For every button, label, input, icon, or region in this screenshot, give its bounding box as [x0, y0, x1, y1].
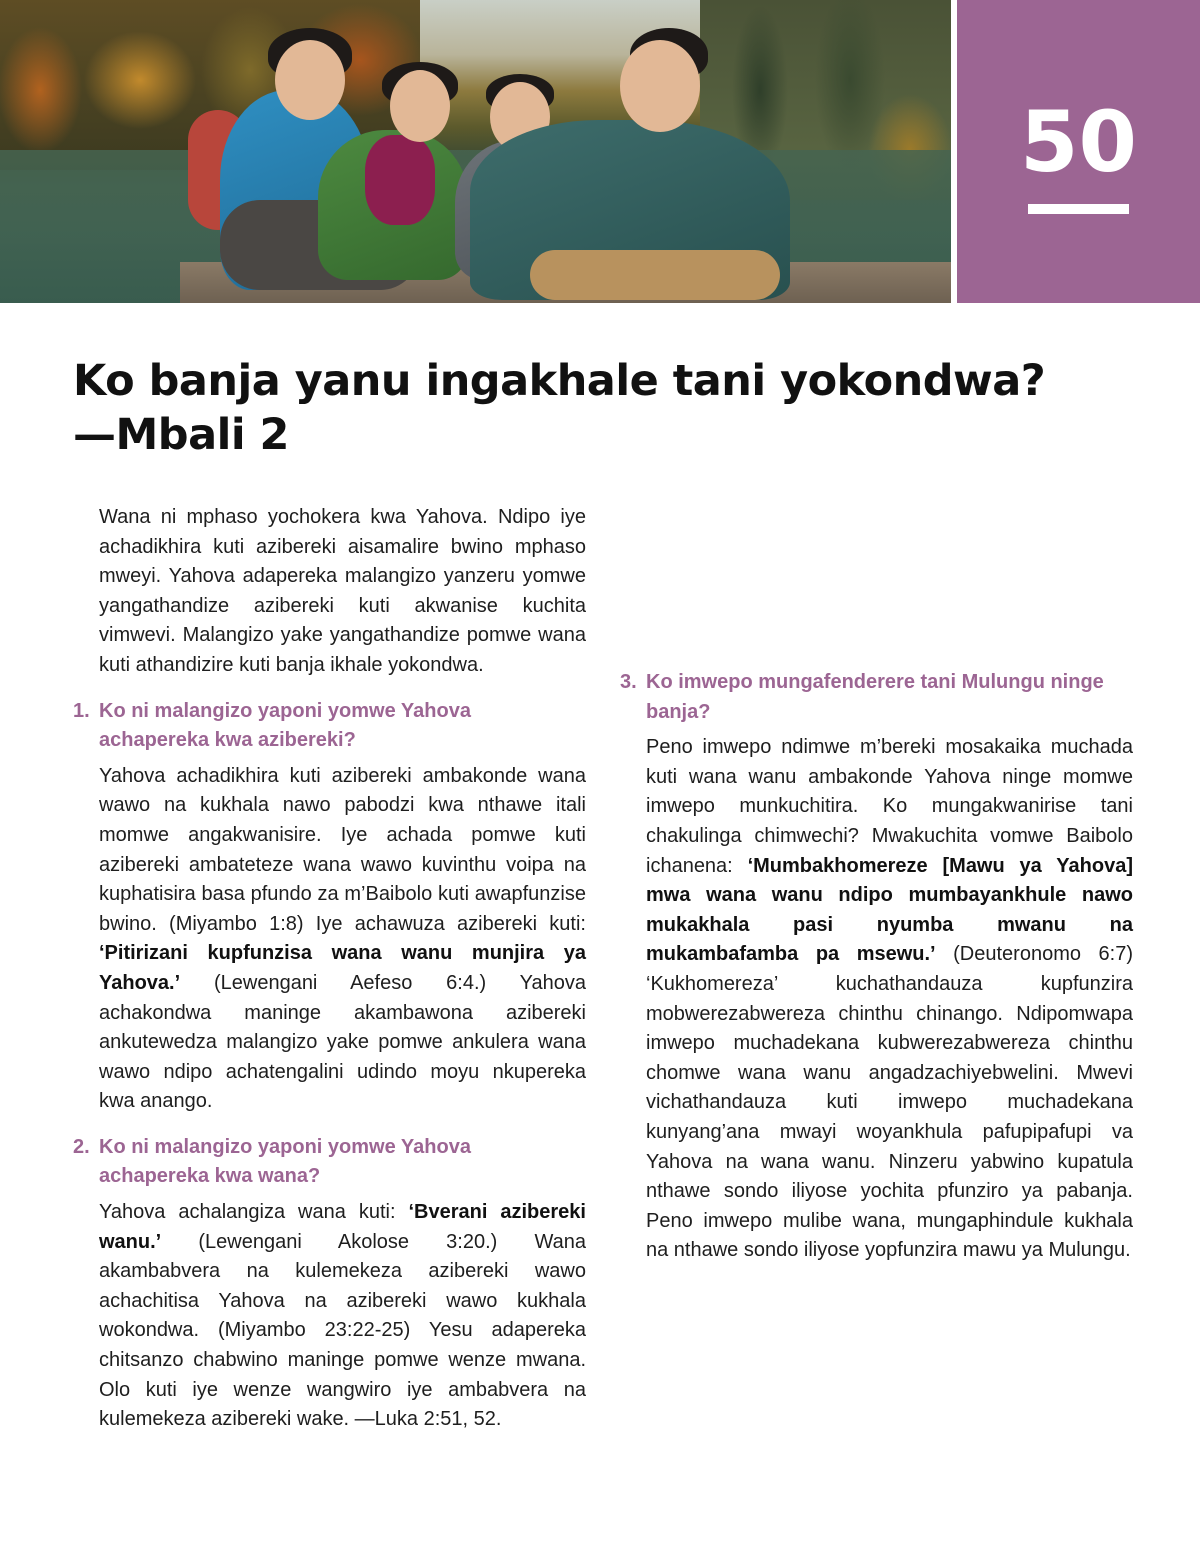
page-title: [73, 354, 1153, 462]
question-2-text: Ko ni malangizo yaponi yomwe Yahova achapereka kwa wana?: [99, 1135, 471, 1188]
page-title-line2: —Mbali 2: [73, 410, 289, 460]
mother-head: [275, 40, 345, 120]
daughter-head: [390, 70, 450, 142]
daughter-sweater: [365, 135, 435, 225]
question-1: [73, 697, 586, 756]
page-title-line1: Ko banja yanu ingakhale tani yokondwa?: [73, 356, 1046, 406]
answer-1-quote: ‘Pitirizani kupfunzisa wana wanu munjira ya Yahova.’: [99, 942, 586, 994]
answer-1-part1: Yahova achadikhira kuti azibereki ambakonde wana wawo na kukhala nawo pabodzi kwa nthawe itali momwe angakwanisire. Iye achada pomwe kuti azibereki ambateteze wana wawo kuvinthu voipa na kuphatisira basa pfundo za m’Baibolo kuti awapfunzise bwino. (Miyambo 1:8) Iye achawuza azibereki kuti:: [99, 764, 586, 935]
answer-2: [73, 1198, 586, 1435]
column-left: [73, 503, 586, 1435]
question-1-number: 1.: [73, 699, 90, 722]
answer-2-part2: (Lewengani Akolose 3:20.) Wana akambabvera na kulemekeza azibereki wawo achachitisa Yahova na azibereki wawo kukhala wokondwa. (Miyambo 23:22-25) Yesu adapereka chitsanzo chabwino maninge pomwe wenze mwana. Olo kuti iye wenze wangwiro iye ambabvera na kulemekeza azibereki wake. —Luka 2:51, 52.: [99, 1230, 586, 1431]
answer-2-quote: ‘Bverani azibereki wanu.’: [99, 1201, 586, 1253]
question-3-text: Ko imwepo mungafenderere tani Mulungu ninge banja?: [646, 671, 1104, 723]
father-head: [620, 40, 700, 132]
lesson-number-badge: [957, 0, 1200, 303]
question-1-text: Ko ni malangizo yaponi yomwe Yahova achapereka kwa azibereki?: [99, 699, 471, 752]
column-right-main: [620, 668, 1133, 1266]
answer-3: [620, 733, 1133, 1266]
question-2-number: 2.: [73, 1135, 90, 1158]
answer-1: [73, 762, 586, 1117]
lesson-number: 50: [1020, 93, 1137, 191]
answer-3-part1: Peno imwepo ndimwe m’bereki mosakaika muchada kuti wana wanu ambakonde Yahova ninge momwe imwepo munkuchitira. Ko mungakwanirise tani chakulinga chimwechi? Mwakuchita vomwe Baibolo ichanena:: [646, 736, 1133, 877]
question-2: [73, 1133, 586, 1192]
answer-3-quote: ‘Mumbakhomereze [Mawu ya Yahova] mwa wana wanu ndipo mumbayankhule nawo mukakhala pasi nyumba mwanu na mukambafamba pa msewu.’: [646, 854, 1133, 966]
answer-2-part1: Yahova achalangiza wana kuti:: [99, 1201, 409, 1224]
header-photo: [0, 0, 951, 303]
father-legs: [530, 250, 780, 300]
answer-1-part2: (Lewengani Aefeso 6:4.) Yahova achakondwa maninge akambawona azibereki ankutewedza malangizo yake pomwe ankulera wana wawo ndipo achatengalini udindo moyu nkupereka kwa anango.: [99, 971, 586, 1113]
lesson-number-underline: [1028, 204, 1129, 214]
question-3: [620, 668, 1133, 727]
question-3-number: 3.: [620, 671, 637, 693]
intro-paragraph: Wana ni mphaso yochokera kwa Yahova. Ndipo iye achadikhira kuti azibereki aisamalire bwino mphaso mweyi. Yahova adapereka malangizo yanzeru yomwe yangathandize azibereki kuti akwanise kuchita vimwevi. Malangizo yake yangathandize pomwe wana kuti athandizire kuti banja ikhale yokondwa.: [99, 506, 586, 676]
answer-3-part2: (Deuteronomo 6:7) ‘Kukhomereza’ kuchathandauza kupfunzira mobwerezabwereza chinthu chinango. Ndipomwapa imwepo muchadekana kubwerezabwereza chinthu chomwe wana wanu angadzachiyebwelini. Mwevi vichathandauza kuti imwepo muchadekana kunyang’ana mwayi woyankhula pafupipafupi va Yahova na wana wanu. Ninzeru yabwino kupatula nthawe sondo iliyose yochita pfunziro ya pabanja. Peno imwepo mulibe wana, mungaphindule kukhala na nthawe sondo iliyose yopfunzira mawu ya Mulungu.: [646, 943, 1133, 1262]
